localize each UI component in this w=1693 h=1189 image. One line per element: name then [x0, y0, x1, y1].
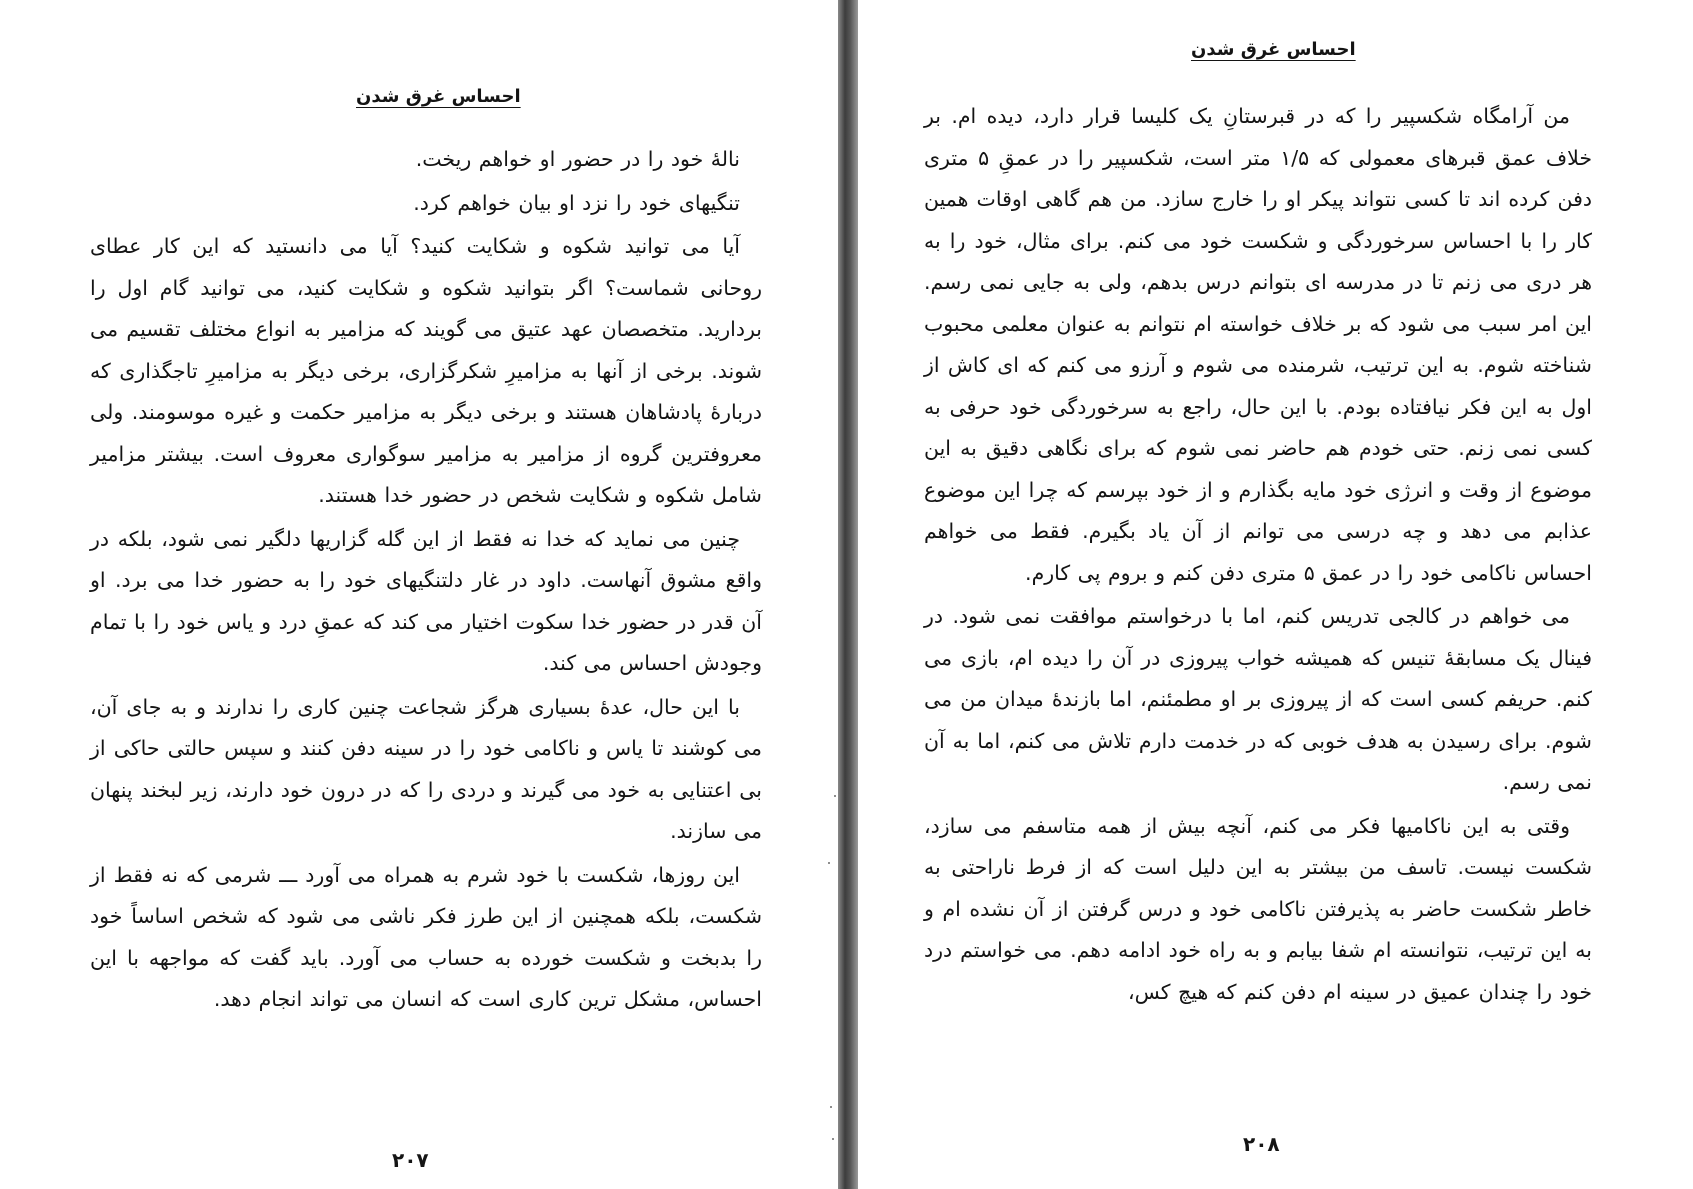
left-page: [0, 0, 838, 1189]
paragraph: وقتی به این ناکامیها فکر می کنم، آنچه بیش از همه متاسفم می سازد، شکست نیست. تاسف من بیشتر به این دلیل است که از فرط ناراحتی به خاطر شکست حاضر به پذیرفتن ناکامی خود و درس گرفتن از آن نشده ام و به این ترتیب، نتوانسته ام شفا بیابم و به راه خود ادامه دهم. می خواستم درد خود را چندان عمیق در سینه ام دفن کنم که هیچ کس،: [924, 813, 1592, 1004]
paragraph: آیا می توانید شکوه و شکایت کنید؟ آیا می دانستید که این کار عطای روحانی شماست؟ اگر بتوانید شکوه و شکایت کنید، می توانید گام اول را بردارید. متخصصان عهد عتیق می گویند که مزامیر به انواع مختلف تقسیم می شوند. برخی از آنها به مزامیرِ شکرگزاری، برخی دیگر به مزامیرِ تاجگذاری که دربارهٔ پادشاهان هستند و برخی دیگر به مزامیر حکمت و غیره موسومند. ولی معروفترین گروه از مزامیر به مزامیر سوگواری معروف است. بیشتر مزامیر شامل شکوه و شکایت شخص در حضور خدا هستند.: [90, 234, 762, 507]
verse-line: نالهٔ خود را در حضور او خواهم ریخت.: [415, 147, 740, 171]
paragraph: این روزها، شکست با خود شرم به همراه می آورد ـــ شرمی که نه فقط از شکست، بلکه همچنین از این طرز فکر ناشی می شود که شخص اساساً خود را بدبخت و شکست خورده به حساب می آورد. باید گفت که مواجهه با این احساس، مشکل ترین کاری است که انسان می تواند انجام دهد.: [90, 862, 762, 1011]
running-head: احساس غرق شدن: [1191, 39, 1356, 60]
paragraph: من آرامگاه شکسپیر را که در قبرستانِ یک کلیسا قرار دارد، دیده ام. بر خلاف عمق قبرهای معمولی که ۱/۵ متر است، شکسپیر را در عمقِ ۵ متری دفن کرده اند تا کسی نتواند پیکر او را خارج سازد. من هم گاهی اوقات همین کار را با احساس سرخوردگی و شکست خود می کنم. برای مثال، خود را به هر دری می زنم تا در مدرسه ای بتوانم درس بدهم، ولی به جایی نمی رسم. این امر سبب می شود که بر خلاف خواسته ام نتوانم به عنوان معلمی محبوب شناخته شوم. به این ترتیب، شرمنده می شوم و آرزو می کنم که ای کاش از اول به این فکر نیافتاده بودم. با این حال، راجع به سرخوردگی خود حرفی به کسی نمی زنم. حتی خودم هم حاضر نمی شوم که برای نگاهی دقیق به این موضوع از وقت و انرژی خود مایه بگذارم و از خود بپرسم که چرا این موضوع عذابم می دهد و چه درسی می توانم از آن یاد بگیرم. فقط می خواهم احساس ناکامی خود را در عمق ۵ متری دفن کنم و بروم پی کارم.: [924, 104, 1593, 585]
paragraph: با این حال، عدهٔ بسیاری هرگز شجاعت چنین کاری را ندارند و به جای آن، می کوشند تا یاس و ناکامی خود را در سینه دفن کنند و سپس حالتی حاکی از بی اعتنایی به خود می گیرند و دردی را که در درون خود دارند، زیر لبخند پنهان می سازند.: [90, 694, 762, 843]
verse-line: تنگیهای خود را نزد او بیان خواهم کرد.: [413, 190, 740, 215]
right-page: [858, 0, 1693, 1189]
paragraph: چنین می نماید که خدا نه فقط از این گله گزاریها دلگیر نمی شود، بلکه در واقع مشوق آنهاست. داود در غار دلتنگیهای خود را به حضور خدا می برد. او آن قدر در حضور خدا سکوت اختیار می کند که عمقِ درد و یاس خود را با تمام وجودش احساس می کند.: [90, 526, 762, 675]
page-body: [924, 96, 1592, 1013]
book-gutter: [838, 0, 858, 1189]
scan-speck: [834, 795, 836, 797]
scan-speck: [830, 1106, 832, 1108]
page-number: ۲۰۸: [1243, 1132, 1280, 1156]
page-number: ۲۰۷: [392, 1148, 429, 1172]
scan-speck: [832, 1138, 834, 1140]
page-body: [90, 139, 762, 1021]
scan-speck: [828, 862, 830, 864]
paragraph: می خواهم در کالجی تدریس کنم، اما با درخواستم موافقت نمی شود. در فینال یک مسابقهٔ تنیس که همیشه خواب پیروزی در آن را دیده ام، بازی می کنم. حریفم کسی است که از پیروزی بر او مطمئنم، اما بازندهٔ میدان من می شوم. برای رسیدن به هدف خوبی که در خدمت دارم تلاش می کنم، اما به آن نمی رسم.: [924, 604, 1592, 794]
running-head: احساس غرق شدن: [356, 86, 521, 107]
